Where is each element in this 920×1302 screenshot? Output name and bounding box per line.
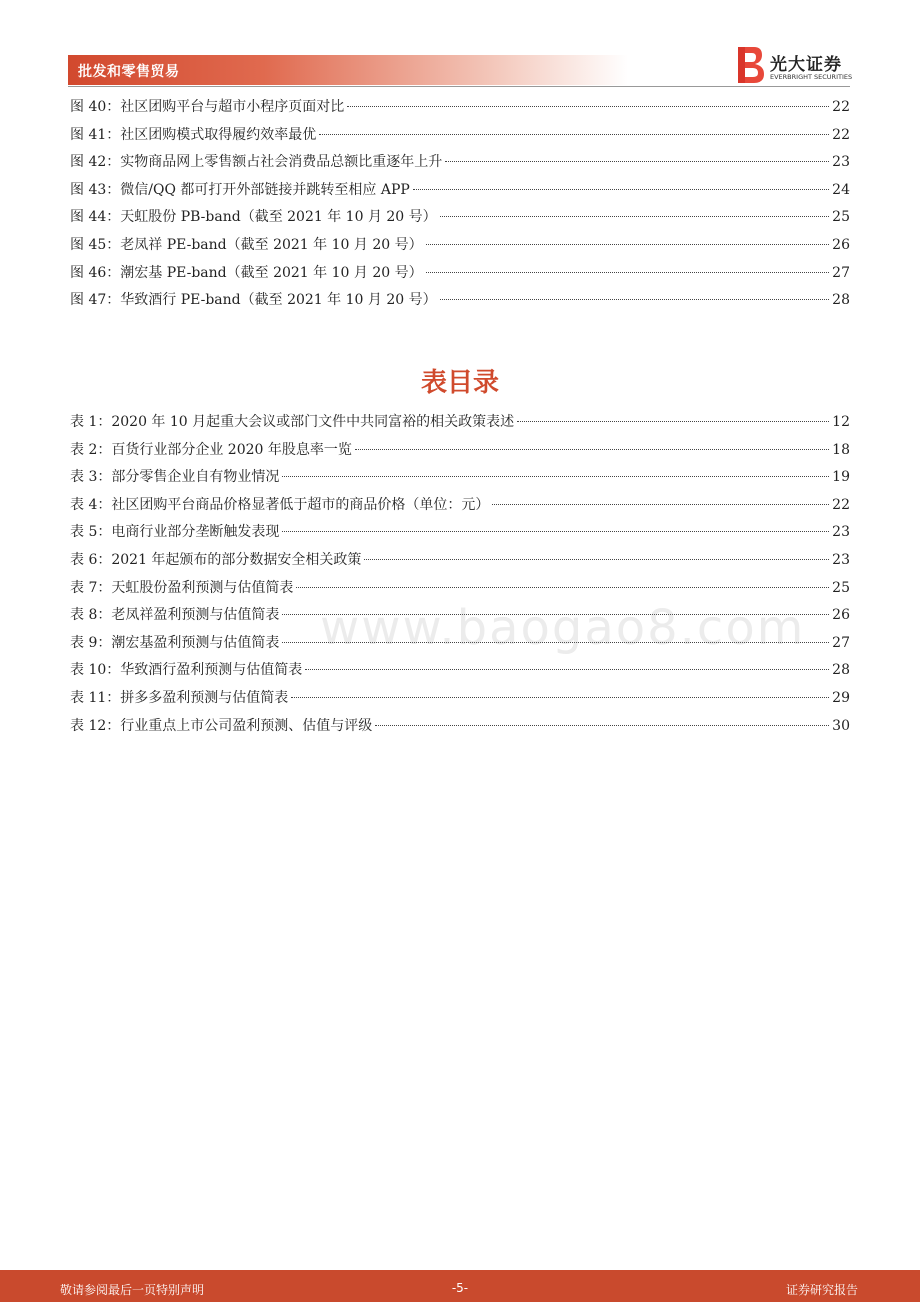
leader-dots xyxy=(426,244,830,245)
leader-dots xyxy=(413,189,829,190)
toc-entry-label: 表 6：2021 年起颁布的部分数据安全相关政策 xyxy=(70,551,362,568)
leader-dots xyxy=(440,216,830,217)
toc-entry-label: 表 9：潮宏基盈利预测与估值简表 xyxy=(70,634,280,651)
footer-report-type: 证券研究报告 xyxy=(785,1283,858,1297)
leader-dots xyxy=(375,725,829,726)
toc-entry[interactable] xyxy=(70,287,850,315)
toc-entry-page: 18 xyxy=(832,441,850,458)
page-number: -5- xyxy=(451,1281,469,1295)
toc-entry-page: 28 xyxy=(832,662,850,679)
toc-entry-label: 图 43：微信/QQ 都可打开外部链接并跳转至相应 APP xyxy=(70,181,410,198)
leader-dots xyxy=(282,476,829,477)
leader-dots xyxy=(305,669,829,670)
toc-entry-page: 22 xyxy=(832,99,850,115)
toc-entry-page: 27 xyxy=(832,264,850,281)
leader-dots xyxy=(440,299,830,300)
toc-entry-page: 23 xyxy=(832,551,850,568)
leader-dots xyxy=(364,559,829,560)
toc-entry-page: 26 xyxy=(832,236,850,253)
toc-entry-page: 29 xyxy=(832,689,850,706)
logo-chinese-name: 光大证券 xyxy=(770,55,842,75)
toc-entry-label: 表 10：华致酒行盈利预测与估值简表 xyxy=(70,662,303,679)
toc-entry-label: 图 42：实物商品网上零售额占社会消费品总额比重逐年上升 xyxy=(70,154,443,171)
toc-entry[interactable] xyxy=(70,685,850,713)
toc-entry[interactable] xyxy=(70,519,850,547)
toc-entry-label: 图 44：天虹股份 PB-band（截至 2021 年 10 月 20 号） xyxy=(70,209,437,226)
toc-entry[interactable] xyxy=(70,232,850,260)
leader-dots xyxy=(445,161,829,162)
toc-entry-page: 12 xyxy=(832,414,850,430)
toc-entry-label: 图 41：社区团购模式取得履约效率最优 xyxy=(70,126,317,143)
toc-entry-page: 24 xyxy=(832,181,850,198)
toc-entry-page: 28 xyxy=(832,292,850,309)
toc-entry[interactable] xyxy=(70,260,850,288)
company-logo xyxy=(738,47,858,85)
toc-entry[interactable] xyxy=(70,575,850,603)
toc-entry-page: 19 xyxy=(832,469,850,486)
toc-entry-page: 25 xyxy=(832,579,850,596)
toc-entry-page: 22 xyxy=(832,496,850,513)
toc-entry[interactable] xyxy=(70,464,850,492)
logo-english-name: EVERBRIGHT SECURITIES xyxy=(770,73,853,81)
header-section-title: 批发和零售贸易 xyxy=(78,64,180,80)
table-list-heading: 表目录 xyxy=(420,368,499,398)
leader-dots xyxy=(282,531,829,532)
toc-entry-page: 22 xyxy=(832,126,850,143)
toc-entry-label: 表 1：2020 年 10 月起重大会议或部门文件中共同富裕的相关政策表述 xyxy=(70,414,515,430)
toc-entry-page: 25 xyxy=(832,209,850,226)
leader-dots xyxy=(426,272,830,273)
toc-entry-label: 表 3：部分零售企业自有物业情况 xyxy=(70,469,280,486)
leader-dots xyxy=(517,421,829,422)
toc-entry-label: 表 7：天虹股份盈利预测与估值简表 xyxy=(70,579,294,596)
toc-entry[interactable] xyxy=(70,547,850,575)
watermark: www.baogao8.com xyxy=(320,600,806,656)
toc-entry-label: 表 8：老凤祥盈利预测与估值简表 xyxy=(70,607,280,624)
toc-entry-label: 表 12：行业重点上市公司盈利预测、估值与评级 xyxy=(70,717,373,734)
leader-dots xyxy=(347,106,829,107)
toc-entry[interactable] xyxy=(70,409,850,437)
toc-entry[interactable] xyxy=(70,492,850,520)
toc-entry-label: 图 40：社区团购平台与超市小程序页面对比 xyxy=(70,99,345,115)
toc-entry[interactable] xyxy=(70,713,850,741)
toc-entry[interactable] xyxy=(70,657,850,685)
leader-dots xyxy=(355,449,829,450)
toc-entry-label: 表 2：百货行业部分企业 2020 年股息率一览 xyxy=(70,441,352,458)
header-divider xyxy=(68,86,850,87)
toc-entry-label: 图 45：老凤祥 PE-band（截至 2021 年 10 月 20 号） xyxy=(70,236,423,253)
leader-dots xyxy=(319,134,829,135)
toc-entry-page: 23 xyxy=(832,524,850,541)
toc-entry-label: 表 5：电商行业部分垄断触发表现 xyxy=(70,524,280,541)
toc-entry[interactable] xyxy=(70,94,850,122)
toc-entry-page: 27 xyxy=(832,634,850,651)
toc-entry-page: 23 xyxy=(832,154,850,171)
toc-entry[interactable] xyxy=(70,177,850,205)
toc-entry[interactable] xyxy=(70,149,850,177)
table-list xyxy=(70,409,850,740)
toc-entry-page: 26 xyxy=(832,607,850,624)
footer-disclaimer: 敬请参阅最后一页特别声明 xyxy=(60,1283,205,1297)
leader-dots xyxy=(492,504,829,505)
toc-entry-label: 表 4：社区团购平台商品价格显著低于超市的商品价格（单位：元） xyxy=(70,496,490,513)
toc-entry[interactable] xyxy=(70,437,850,465)
leader-dots xyxy=(296,587,829,588)
figure-list xyxy=(70,94,850,315)
everbright-logo-icon xyxy=(738,47,764,83)
leader-dots xyxy=(291,697,829,698)
toc-entry-label: 表 11：拼多多盈利预测与估值简表 xyxy=(70,689,289,706)
toc-entry-label: 图 46：潮宏基 PE-band（截至 2021 年 10 月 20 号） xyxy=(70,264,423,281)
toc-entry[interactable] xyxy=(70,122,850,150)
toc-entry-label: 图 47：华致酒行 PE-band（截至 2021 年 10 月 20 号） xyxy=(70,292,437,309)
toc-entry-page: 30 xyxy=(832,717,850,734)
toc-entry[interactable] xyxy=(70,204,850,232)
